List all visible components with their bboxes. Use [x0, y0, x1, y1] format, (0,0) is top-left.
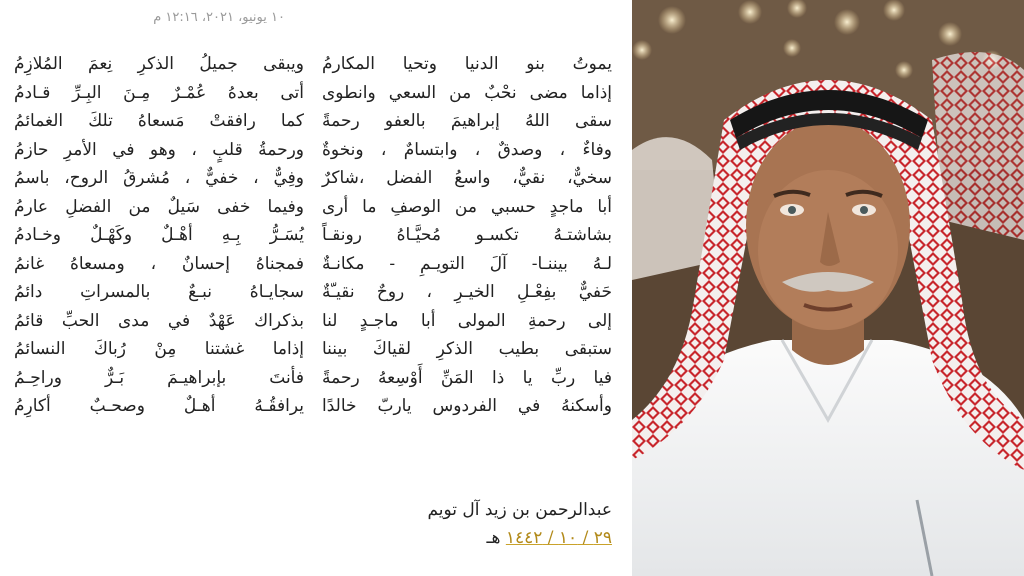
poem-verse: بذكراك عَهْدٌ في مدى الحبِّ قائمُ — [14, 310, 304, 331]
poem-verse: فأنتَ بإبراهيـمَ بَـرٌّ وراحِـمُ — [14, 367, 304, 388]
poem-verse: أبا ماجدٍ حسبي من الوصفِ ما أرى — [322, 196, 612, 217]
poem-verse: لـهُ بيننـا- آلَ التويـمِ - مكانـةٌ — [322, 253, 612, 274]
poem-column-left — [14, 50, 304, 421]
author-signature: عبدالرحمن بن زيد آل تويم — [427, 500, 612, 520]
poem-verse: سخيٌّ، نقيٌّ، واسعُ الفضل ،شاكرٌ — [322, 168, 612, 188]
poem-verse: ورحمةُ قلبٍ ، وهو في الأمرِ حازمُ — [14, 139, 304, 160]
poem-verse: إلى رحمةِ المولى أبا ماجـدٍ لنا — [322, 310, 612, 331]
poem-verse: يرافقُـهُ أهـلٌ وصحـبٌ أكارِمُ — [14, 396, 304, 416]
poem-verse: سقى اللهُ إبراهيمَ بالعفو رحمةً — [322, 111, 612, 131]
poem-verse: يُسَـرُّ بِـهِ أهْـلٌ وكَهْـلٌ وخـادمُ — [14, 225, 304, 245]
date-link[interactable]: ٢٩ / ١٠ / ١٤٤٢ — [505, 528, 612, 548]
poem-verse: سجايـاهُ نبـعٌ بالمسراتِ دائمُ — [14, 282, 304, 302]
poem-verse: وفاءٌ ، وصدقٌ ، وابتسامٌ ، ونخوةٌ — [322, 139, 612, 160]
poem-verse: أتى بعدهُ عُمْـرٌ مِـنَ البِـرِّ قـادمُ — [14, 82, 304, 103]
date-suffix: هـ — [486, 528, 501, 548]
poem-column-right — [322, 50, 612, 421]
hijri-date-line — [322, 528, 612, 548]
poem-verse: يموتُ بنو الدنيا وتحيا المكارمُ — [322, 54, 612, 74]
poem-verse: فمجناهُ إحسانٌ ، ومسعاهُ غانمُ — [14, 253, 304, 274]
poem-verse: وفِيٌّ ، خفيٌّ ، مُشرقُ الروح، باسمُ — [14, 168, 304, 188]
poem-verse: فيا ربِّ يا ذا المَنِّ أَوْسِعهُ رحمةً — [322, 367, 612, 388]
poem-verse: وأسكنهُ في الفردوس ياربّ خالدًا — [322, 396, 612, 416]
portrait-illustration — [632, 0, 1024, 576]
poem-verse: وفيما خفى سَيلٌ من الفضلِ عارمُ — [14, 196, 304, 217]
poem-verse: إذاما غشتنا مِنْ رُباكَ النسائمُ — [14, 339, 304, 359]
poem-verse: بشاشتـهُ تكسـو مُحيَّـاهُ رونقـاً — [322, 225, 612, 245]
poem-verse: حَفيٌّ بفِعْـلِ الخيـرِ ، روحٌ نقيـّةٌ — [322, 282, 612, 302]
poem-verse: إذاما مضى نحْبٌ من السعي وانطوى — [322, 82, 612, 103]
portrait-photo — [632, 0, 1024, 576]
poem-verse: كما رافقتْ مَسعاهُ تلكَ الغمائمُ — [14, 111, 304, 131]
post-timestamp: ١٠ يونيو، ٢٠٢١، ١٢:١٦ م — [153, 10, 285, 25]
poem-verse: ستبقى بطيب الذكرِ لقياكَ بيننا — [322, 339, 612, 359]
poem-verse: ويبقى جميلُ الذكرِ نِعمَ المُلازِمُ — [14, 54, 304, 74]
